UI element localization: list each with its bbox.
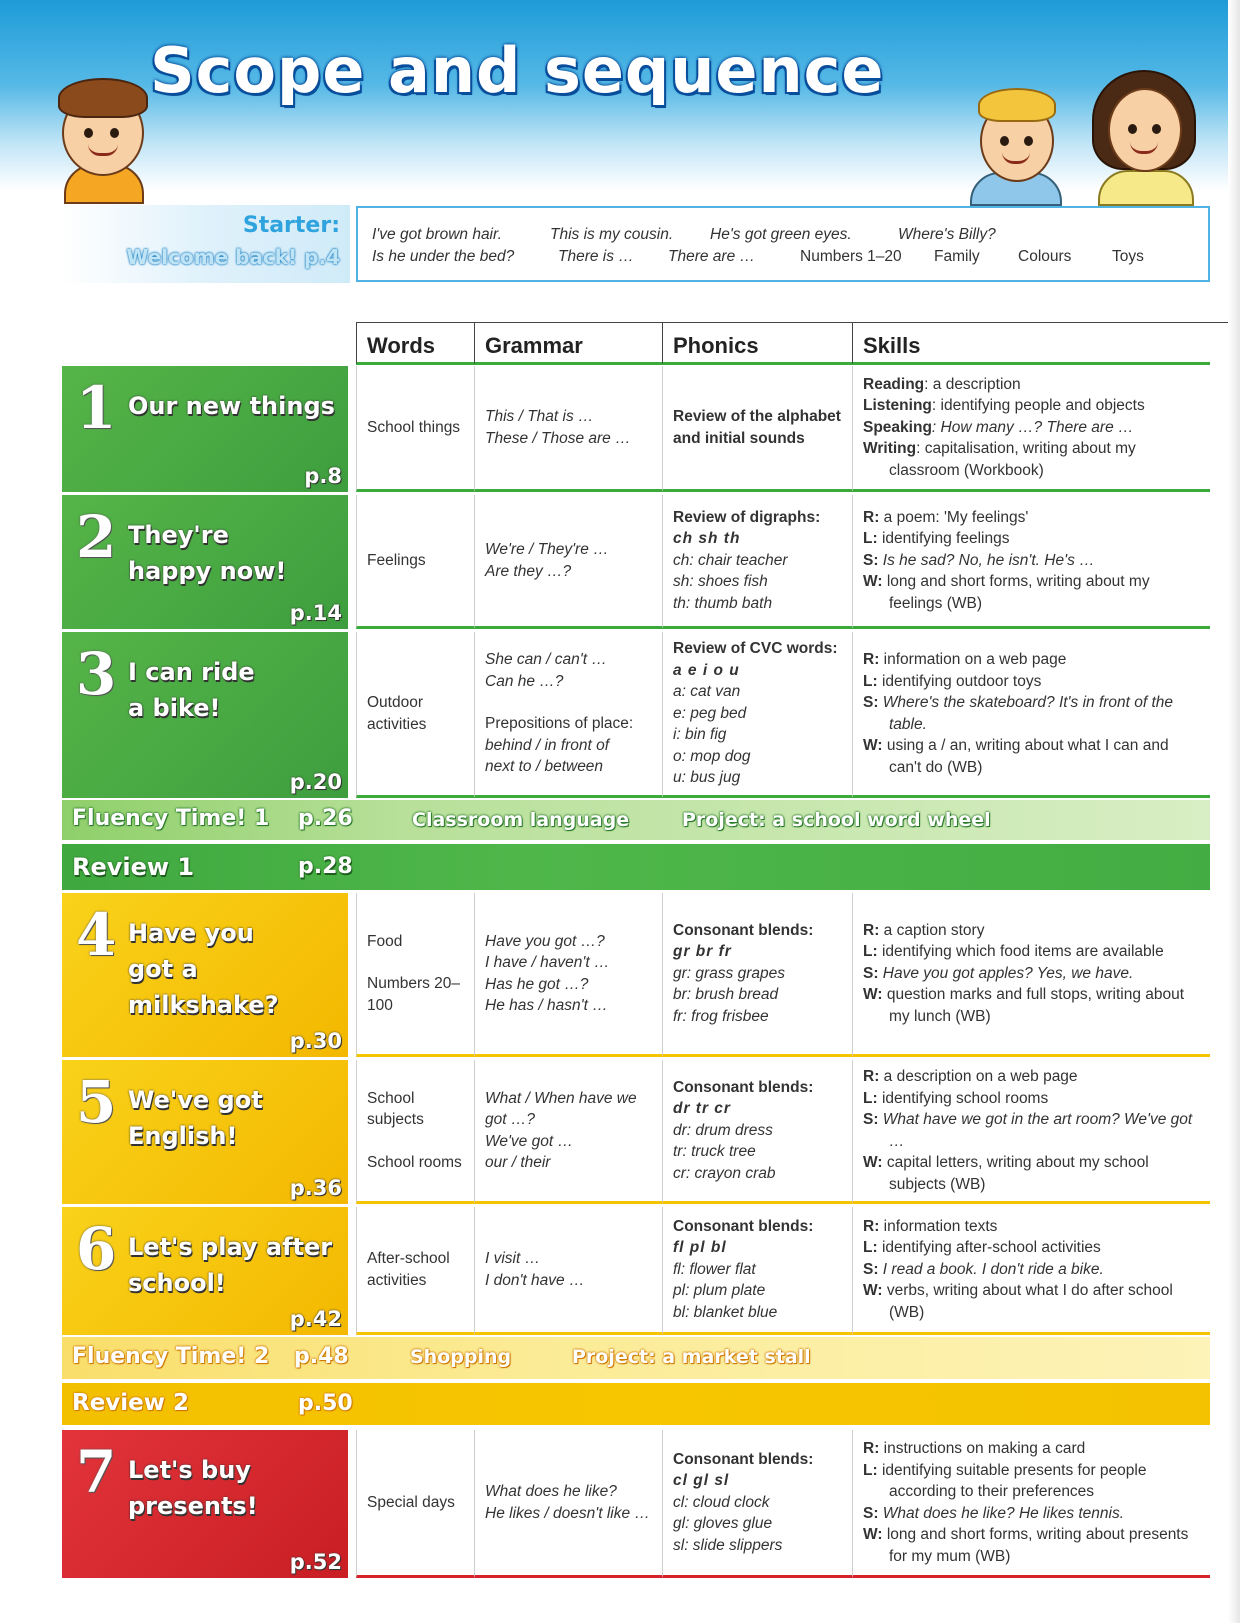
phonics-title: Consonant blends: [673, 1217, 814, 1235]
skill-item [863, 417, 1200, 439]
words-list [367, 417, 464, 439]
words-list [367, 692, 464, 735]
skill-item [863, 1438, 1200, 1460]
words-cell [356, 366, 474, 492]
word-item: School things [367, 418, 461, 436]
grammar-item: Can he …? [485, 672, 564, 690]
skill-key: R: [863, 651, 880, 668]
spacer [367, 952, 464, 973]
girl-illustration [1090, 66, 1200, 206]
review-2-band [62, 1383, 1210, 1425]
phonics-example: pl: plum plate [673, 1282, 766, 1300]
skill-value: : a description [924, 375, 1021, 393]
unit-row [62, 1207, 1210, 1335]
skill-value: identifying after-school activities [877, 1239, 1101, 1257]
phonics-cell [662, 1430, 852, 1578]
unit-title: Have you got a milkshake? [128, 919, 279, 1019]
unit-title: We've got English! [128, 1086, 263, 1150]
skills-cell [852, 1207, 1210, 1335]
starter-item: Colours [1018, 248, 1072, 265]
phonics-sounds: gr br fr [673, 943, 732, 961]
skill-item [863, 571, 1200, 614]
skill-key: L: [863, 1461, 878, 1479]
phonics-list [673, 638, 842, 789]
unit-number: 1 [76, 374, 117, 442]
skill-key: Writing [863, 440, 917, 458]
word-item: Feelings [367, 551, 426, 569]
unit-row [62, 1060, 1210, 1204]
skill-item [863, 963, 1200, 985]
phonics-cell [662, 632, 852, 798]
skill-value: Is he sad? No, he isn't. He's … [878, 551, 1095, 569]
starter-item: Is he under the bed? [372, 248, 515, 265]
review-1-band [62, 844, 1210, 890]
skill-value: Have you got apples? Yes, we have. [878, 964, 1134, 982]
skills-cell [852, 1430, 1210, 1578]
skill-value: identifying outdoor toys [877, 672, 1042, 690]
words-list [367, 1492, 464, 1514]
phonics-title: Review of the alphabet and initial sounds [673, 408, 841, 447]
phonics-example: e: peg bed [673, 704, 747, 722]
phonics-example: o: mop dog [673, 747, 751, 765]
unit-label-box [62, 1060, 348, 1204]
grammar-item: She can / can't … [485, 651, 607, 669]
unit-row [62, 495, 1210, 629]
skill-key: W: [863, 737, 883, 754]
skills-cell [852, 366, 1210, 492]
skill-key: L: [863, 530, 878, 548]
skill-key: W: [863, 573, 883, 591]
skills-list [863, 1438, 1200, 1567]
grammar-list [485, 649, 652, 778]
grammar-item: Has he got …? [485, 975, 589, 993]
starter-item: I've got brown hair. [372, 226, 502, 243]
skill-value: question marks and full stops, writing about my lunch (WB) [882, 986, 1185, 1025]
phonics-example: sl: slide slippers [673, 1536, 783, 1554]
phonics-example: cr: crayon crab [673, 1164, 776, 1182]
header-grammar: Grammar [474, 323, 662, 365]
skill-item [863, 1216, 1200, 1238]
phonics-sounds: fl pl bl [673, 1239, 727, 1257]
unit-page: p.36 [289, 1176, 342, 1200]
boy-illustration-right [966, 84, 1066, 206]
unit-number: 4 [76, 901, 117, 969]
phonics-example: gl: gloves glue [673, 1515, 773, 1533]
skill-value: What have we got in the art room? We've got … [878, 1111, 1193, 1150]
skill-item [863, 507, 1200, 529]
unit-page: p.30 [289, 1029, 342, 1053]
skill-value: identifying school rooms [877, 1089, 1049, 1107]
skill-item [863, 1237, 1200, 1259]
grammar-item: What does he like? [485, 1483, 617, 1500]
skill-value: Where's the skateboard? It's in front of the table. [878, 694, 1174, 733]
unit-number: 2 [76, 503, 117, 571]
skill-item [863, 692, 1200, 735]
unit-label-box [62, 1207, 348, 1335]
skill-item [863, 984, 1200, 1027]
grammar-item: behind / in front of [485, 736, 610, 754]
starter-title: Starter: [242, 213, 340, 238]
grammar-item: our / their [485, 1154, 551, 1171]
phonics-list [673, 1216, 842, 1324]
starter-item: This is my cousin. [550, 226, 674, 243]
spacer [367, 1131, 464, 1152]
skills-list [863, 920, 1200, 1028]
unit-row [62, 366, 1210, 492]
skill-key: W: [863, 1526, 883, 1543]
words-cell [356, 1207, 474, 1335]
grammar-cell [474, 893, 662, 1057]
skill-item [863, 1152, 1200, 1195]
skill-value: instructions on making a card [879, 1440, 1086, 1457]
grammar-item: I have / haven't … [485, 954, 610, 971]
phonics-example: cl: cloud clock [673, 1493, 770, 1511]
grammar-cell [474, 1430, 662, 1578]
skill-item [863, 528, 1200, 550]
skills-list [863, 649, 1200, 778]
unit-number: 5 [76, 1068, 117, 1136]
grammar-cell [474, 1207, 662, 1335]
starter-item: There is … [558, 248, 634, 265]
unit-page: p.52 [289, 1550, 342, 1574]
phonics-cell [662, 1060, 852, 1204]
phonics-sounds: cl gl sl [673, 1472, 730, 1490]
phonics-title: Consonant blends: [673, 1450, 814, 1468]
skill-item [863, 671, 1200, 693]
grammar-list [485, 931, 652, 1017]
fluency-1-project: Project: a school word wheel [682, 809, 991, 831]
grammar-cell [474, 366, 662, 492]
unit-page: p.14 [289, 601, 342, 625]
skill-item [863, 920, 1200, 942]
words-list [367, 1248, 464, 1291]
fluency-1-title: Fluency Time! 1 [72, 806, 270, 831]
unit-label-box [62, 632, 348, 798]
grammar-item: He likes / doesn't like … [485, 1504, 650, 1522]
grammar-cell [474, 495, 662, 629]
grammar-cell [474, 1060, 662, 1204]
phonics-example: th: thumb bath [673, 594, 773, 612]
skills-cell [852, 1060, 1210, 1204]
skill-item [863, 1503, 1200, 1525]
starter-welcome: Welcome back! p.4 [126, 245, 340, 269]
phonics-example: fr: frog frisbee [673, 1007, 769, 1025]
skill-key: Listening [863, 397, 932, 415]
word-item: Special days [367, 1493, 455, 1511]
header-phonics: Phonics [662, 323, 852, 365]
phonics-sounds: a e i o u [673, 661, 740, 679]
phonics-list [673, 507, 842, 615]
header-skills: Skills [852, 323, 1210, 365]
word-item: Numbers 20–100 [367, 975, 461, 1014]
skill-value: : identifying people and objects [931, 397, 1145, 415]
unit-label-box [62, 893, 348, 1057]
skill-item [863, 649, 1200, 671]
skill-item [863, 550, 1200, 572]
skill-value: using a / an, writing about what I can and can't do (WB) [882, 737, 1169, 776]
skill-key: S: [863, 1504, 879, 1522]
phonics-list [673, 406, 842, 449]
skill-key: L: [863, 943, 878, 961]
skill-key: L: [863, 672, 878, 690]
grammar-cell [474, 632, 662, 798]
unit-number: 3 [76, 640, 117, 708]
skill-item [863, 1524, 1200, 1567]
skill-key: S: [863, 964, 879, 982]
phonics-title: Consonant blends: [673, 921, 814, 939]
skill-key: R: [863, 1217, 880, 1235]
skill-item [863, 1280, 1200, 1323]
skill-value: I read a book. I don't ride a bike. [878, 1260, 1104, 1278]
phonics-example: i: bin fig [673, 726, 727, 744]
skill-value: verbs, writing about what I do after school (WB) [882, 1282, 1173, 1321]
unit-label-box [62, 366, 348, 492]
skill-value: : How many …? There are … [931, 418, 1134, 436]
phonics-example: u: bus jug [673, 769, 741, 787]
skill-item [863, 941, 1200, 963]
words-cell [356, 495, 474, 629]
phonics-sounds: dr tr cr [673, 1100, 731, 1118]
fluency-time-1-band [62, 800, 1210, 840]
skills-list [863, 374, 1200, 482]
skill-key: L: [863, 1239, 878, 1257]
grammar-item: He has / hasn't … [485, 997, 608, 1014]
review-1-page: p.28 [298, 854, 353, 879]
unit-row [62, 1430, 1210, 1578]
phonics-example: gr: grass grapes [673, 964, 785, 982]
phonics-sounds: ch sh th [673, 530, 741, 548]
skill-item [863, 1460, 1200, 1503]
unit-row [62, 893, 1210, 1057]
skills-list [863, 1216, 1200, 1324]
starter-item: Family [934, 248, 980, 265]
skill-key: R: [863, 1068, 880, 1085]
word-item: Food [367, 932, 403, 950]
skill-value: : capitalisation, writing about my classroom (Workbook) [889, 440, 1136, 479]
table-header [356, 322, 1240, 364]
grammar-list [485, 1088, 652, 1174]
unit-row [62, 632, 1210, 798]
phonics-example: a: cat van [673, 683, 741, 701]
skill-key: W: [863, 1154, 883, 1171]
skill-value: capital letters, writing about my school subjects (WB) [882, 1154, 1149, 1193]
phonics-list [673, 920, 842, 1028]
fluency-1-page: p.26 [298, 806, 353, 831]
word-item: School rooms [367, 1153, 462, 1171]
boy-illustration-left [52, 72, 152, 204]
skill-value: What does he like? He likes tennis. [878, 1504, 1125, 1522]
grammar-item: This / That is … [485, 408, 594, 425]
starter-item: Toys [1112, 248, 1144, 265]
unit-page: p.8 [304, 464, 342, 488]
fluency-2-project: Project: a market stall [572, 1346, 811, 1368]
starter-label-box [62, 205, 350, 283]
grammar-item: Prepositions of place: [485, 715, 634, 733]
phonics-cell [662, 366, 852, 492]
grammar-list [485, 406, 652, 449]
unit-page: p.42 [289, 1307, 342, 1331]
skill-value: a description on a web page [879, 1068, 1078, 1085]
grammar-list [485, 539, 652, 582]
grammar-list [485, 1481, 652, 1524]
page-title: Scope and sequence [150, 34, 885, 107]
skill-key: R: [863, 921, 880, 939]
unit-title: Our new things [128, 392, 335, 420]
skill-value: identifying feelings [877, 530, 1010, 548]
unit-title: Let's buy presents! [128, 1456, 258, 1520]
skill-value: a poem: 'My feelings' [879, 508, 1029, 526]
words-list [367, 550, 464, 572]
grammar-item: Are they …? [485, 562, 572, 580]
skill-key: S: [863, 1111, 879, 1128]
skill-value: a caption story [879, 921, 985, 939]
words-cell [356, 1060, 474, 1204]
grammar-item: Have you got …? [485, 932, 605, 950]
skill-value: information on a web page [879, 651, 1067, 668]
phonics-example: dr: drum dress [673, 1121, 773, 1139]
skill-item [863, 1066, 1200, 1088]
unit-number: 7 [76, 1438, 117, 1506]
phonics-example: tr: truck tree [673, 1143, 756, 1161]
unit-label-box [62, 495, 348, 629]
phonics-title: Consonant blends: [673, 1078, 814, 1096]
words-cell [356, 632, 474, 798]
unit-title: I can ride a bike! [128, 658, 255, 722]
phonics-example: bl: blanket blue [673, 1303, 778, 1321]
skill-item [863, 374, 1200, 396]
fluency-2-page: p.48 [294, 1344, 349, 1369]
skill-key: S: [863, 694, 879, 711]
word-item: After-school activities [367, 1250, 450, 1289]
page-edge [1228, 0, 1240, 1623]
words-list [367, 931, 464, 1017]
skill-key: S: [863, 1260, 879, 1278]
skill-item [863, 735, 1200, 778]
words-cell [356, 1430, 474, 1578]
fluency-1-topic: Classroom language [412, 809, 630, 831]
phonics-title: Review of CVC words: [673, 640, 838, 658]
unit-label-box [62, 1430, 348, 1578]
word-item: School subjects [367, 1089, 424, 1129]
header-words: Words [356, 323, 474, 365]
review-1-title: Review 1 [72, 853, 195, 881]
grammar-list [485, 1248, 652, 1291]
fluency-2-title: Fluency Time! 2 [72, 1344, 270, 1369]
unit-title: They're happy now! [128, 521, 287, 585]
starter-item: There are … [668, 248, 756, 265]
starter-item: Where's Billy? [898, 226, 996, 243]
words-list [367, 1088, 464, 1174]
skill-key: Speaking [863, 418, 932, 436]
unit-page: p.20 [289, 770, 342, 794]
skill-key: Reading [863, 375, 925, 393]
skill-value: long and short forms, writing about presents for my mum (WB) [882, 1526, 1189, 1565]
skills-cell [852, 495, 1210, 629]
skill-value: long and short forms, writing about my feelings (WB) [882, 573, 1150, 612]
skills-list [863, 507, 1200, 615]
skill-key: W: [863, 1282, 883, 1300]
phonics-cell [662, 495, 852, 629]
skill-value: identifying suitable presents for people according to their preferences [877, 1461, 1147, 1500]
grammar-item: What / When have we got …? [485, 1089, 637, 1128]
review-2-title: Review 2 [72, 1390, 190, 1416]
review-2-page: p.50 [298, 1391, 353, 1416]
unit-number: 6 [76, 1215, 117, 1283]
skills-list [863, 1066, 1200, 1195]
grammar-item: next to / between [485, 758, 604, 776]
unit-title: Let's play after school! [128, 1233, 333, 1297]
grammar-item: We've got … [485, 1132, 573, 1150]
phonics-example: br: brush bread [673, 986, 779, 1004]
skill-key: R: [863, 1440, 880, 1457]
phonics-cell [662, 1207, 852, 1335]
skill-item [863, 395, 1200, 417]
phonics-cell [662, 893, 852, 1057]
fluency-2-topic: Shopping [410, 1346, 512, 1368]
skill-value: information texts [879, 1217, 998, 1235]
grammar-item: I don't have … [485, 1271, 585, 1289]
phonics-title: Review of digraphs: [673, 508, 821, 526]
skill-key: W: [863, 986, 883, 1004]
skill-key: S: [863, 551, 879, 569]
skill-item [863, 438, 1200, 481]
phonics-example: sh: shoes fish [673, 573, 768, 591]
skills-cell [852, 893, 1210, 1057]
skill-item [863, 1109, 1200, 1152]
phonics-example: ch: chair teacher [673, 551, 788, 569]
words-cell [356, 893, 474, 1057]
phonics-list [673, 1077, 842, 1185]
phonics-list [673, 1449, 842, 1557]
grammar-item: I visit … [485, 1250, 541, 1267]
skill-item [863, 1259, 1200, 1281]
starter-item: Numbers 1–20 [800, 248, 902, 265]
fluency-time-2-band [62, 1337, 1210, 1379]
spacer [485, 692, 652, 713]
grammar-item: These / Those are … [485, 429, 631, 447]
phonics-example: fl: flower flat [673, 1260, 756, 1278]
skill-value: identifying which food items are available [877, 943, 1164, 961]
starter-item: He's got green eyes. [710, 226, 852, 243]
skill-item [863, 1088, 1200, 1110]
grammar-item: We're / They're … [485, 541, 609, 558]
skills-cell [852, 632, 1210, 798]
skill-key: R: [863, 508, 880, 526]
starter-content-box [356, 206, 1210, 282]
word-item: Outdoor activities [367, 694, 427, 733]
skill-key: L: [863, 1089, 878, 1107]
